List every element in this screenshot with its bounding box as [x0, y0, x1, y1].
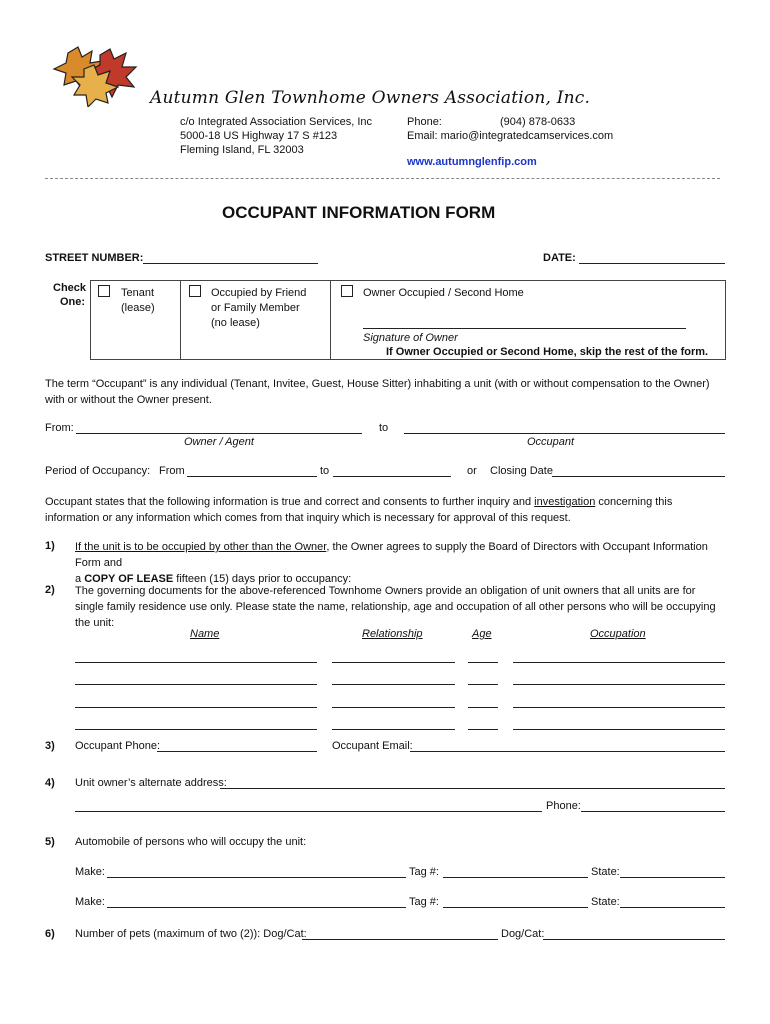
address-line-1: c/o Integrated Association Services, Inc — [180, 116, 372, 128]
occupant-email-field[interactable] — [410, 751, 725, 752]
page-title: OCCUPANT INFORMATION FORM — [222, 203, 496, 222]
occupant-name-field[interactable] — [75, 707, 317, 708]
phone-value: (904) 878-0633 — [500, 116, 576, 128]
occupant-relationship-field[interactable] — [332, 729, 455, 730]
item-5-number: 5) — [45, 836, 55, 848]
item-1-line2-a: a — [75, 573, 85, 585]
col-age: Age — [472, 628, 492, 640]
occupant-name-field[interactable] — [75, 684, 317, 685]
date-field[interactable] — [579, 263, 725, 264]
occupant-relationship-field[interactable] — [332, 684, 455, 685]
owner-label: Owner Occupied / Second Home — [363, 287, 524, 299]
occupant-phone-label: Occupant Phone: — [75, 740, 161, 752]
occupant-email-label: Occupant Email: — [332, 740, 413, 752]
tag-label-2: Tag #: — [409, 896, 439, 908]
item-2-text: The governing documents for the above-referenced Townhome Owners provide an obligation of unit owners that all units are for single family residence use only. Please state the name, relationship, age and occupation of all other persons who will be occupying the unit: — [75, 585, 716, 629]
from-owner-field[interactable] — [76, 433, 362, 434]
make-label-2: Make: — [75, 896, 105, 908]
skip-note: If Owner Occupied or Second Home, skip the rest of the form. — [386, 346, 709, 358]
col-relationship: Relationship — [362, 628, 423, 640]
item-1-number: 1) — [45, 540, 55, 552]
maple-leaves-icon — [48, 45, 148, 107]
occupant-occupation-field[interactable] — [513, 707, 725, 708]
header-divider — [45, 178, 720, 179]
email: Email: mario@integratedcamservices.com — [407, 130, 614, 142]
signature-label: Signature of Owner — [363, 332, 458, 344]
occupant-age-field[interactable] — [468, 707, 498, 708]
closing-date-label: Closing Date — [490, 465, 553, 477]
check-divider-2 — [330, 280, 331, 360]
pets-label-2: Dog/Cat: — [501, 928, 545, 940]
org-name: Autumn Glen Townhome Owners Association, Inc. — [150, 88, 591, 108]
alt-phone-field[interactable] — [581, 811, 725, 812]
occupant-definition: The term “Occupant” is any individual (Tenant, Invitee, Guest, House Sitter) inhabiting a unit (with or without compensation to the Owner) with or without the Owner present. — [45, 378, 710, 406]
tenant-checkbox[interactable] — [98, 285, 110, 297]
state-label-1: State: — [591, 866, 620, 878]
alt-address-field-1[interactable] — [220, 788, 725, 789]
occupant-name-field[interactable] — [75, 662, 317, 663]
check-divider-1 — [180, 280, 181, 360]
logo — [48, 45, 148, 107]
state-label-2: State: — [591, 896, 620, 908]
pets-label: Number of pets (maximum of two (2)): Dog/Cat: — [75, 928, 307, 940]
alt-address-field-2[interactable] — [75, 811, 542, 812]
item-1-text — [75, 539, 727, 587]
street-number-label: STREET NUMBER: — [45, 252, 144, 264]
item-4-number: 4) — [45, 777, 55, 789]
from-label: From: — [45, 422, 74, 434]
period-to-label: to — [320, 465, 330, 477]
item-1-line2-b: fifteen (15) days prior to occupancy: — [173, 573, 352, 585]
occupant-caption: Occupant — [527, 436, 575, 448]
item-1-copy-of-lease: COPY OF LEASE — [84, 573, 174, 585]
tag-label-1: Tag #: — [409, 866, 439, 878]
street-number-field[interactable] — [143, 263, 318, 264]
consent-investigation: investigation — [534, 496, 596, 508]
address-line-2: 5000-18 US Highway 17 S #123 — [180, 130, 338, 142]
auto-label: Automobile of persons who will occupy the unit: — [75, 836, 307, 848]
consent-text-2: concerning this information or any information which comes from that inquiry which is necessary for approval of this request. — [45, 496, 673, 524]
tenant-label-2: (lease) — [121, 302, 155, 314]
check-label-2: One: — [60, 296, 86, 308]
occupant-age-field[interactable] — [468, 684, 498, 685]
friend-checkbox[interactable] — [189, 285, 201, 297]
period-label: Period of Occupancy: — [45, 465, 151, 477]
make-field-1[interactable] — [107, 877, 406, 878]
website-link[interactable]: www.autumnglenfip.com — [407, 156, 537, 168]
pets-field-1[interactable] — [302, 939, 498, 940]
to-label: to — [379, 422, 389, 434]
alt-address-label: Unit owner’s alternate address: — [75, 777, 227, 789]
occupant-relationship-field[interactable] — [332, 662, 455, 663]
period-from-field[interactable] — [187, 476, 317, 477]
period-from-label: From — [159, 465, 185, 477]
tag-field-2[interactable] — [443, 907, 588, 908]
friend-label-3: (no lease) — [211, 317, 260, 329]
occupant-age-field[interactable] — [468, 662, 498, 663]
item-1-rest: , the Owner agrees to supply the Board of Directors with Occupant Information Form and — [75, 541, 708, 569]
occupant-relationship-field[interactable] — [332, 707, 455, 708]
consent-paragraph — [45, 494, 727, 526]
check-label-1: Check — [53, 282, 87, 294]
closing-date-field[interactable] — [552, 476, 725, 477]
pets-field-2[interactable] — [543, 939, 725, 940]
item-1-underlined: If the unit is to be occupied by other than the Owner — [75, 541, 327, 553]
owner-checkbox[interactable] — [341, 285, 353, 297]
tenant-label-1: Tenant — [121, 287, 155, 299]
date-label: DATE: — [543, 252, 576, 264]
address-line-3: Fleming Island, FL 32003 — [180, 144, 304, 156]
occupant-occupation-field[interactable] — [513, 729, 725, 730]
make-field-2[interactable] — [107, 907, 406, 908]
alt-phone-label: Phone: — [546, 800, 581, 812]
make-label-1: Make: — [75, 866, 105, 878]
col-name: Name — [190, 628, 220, 640]
owner-agent-caption: Owner / Agent — [184, 436, 254, 448]
occupant-occupation-field[interactable] — [513, 684, 725, 685]
occupant-name-field[interactable] — [75, 729, 317, 730]
tag-field-1[interactable] — [443, 877, 588, 878]
item-6-number: 6) — [45, 928, 55, 940]
item-2-number: 2) — [45, 584, 55, 596]
item-3-number: 3) — [45, 740, 55, 752]
period-or-label: or — [467, 465, 477, 477]
friend-label-1: Occupied by Friend — [211, 287, 307, 299]
state-field-2[interactable] — [620, 907, 725, 908]
state-field-1[interactable] — [620, 877, 725, 878]
owner-signature-field[interactable] — [363, 328, 686, 329]
consent-text-1: Occupant states that the following information is true and correct and consents to further inquiry and — [45, 496, 535, 508]
phone-label: Phone: — [407, 116, 442, 128]
friend-label-2: or Family Member — [211, 302, 300, 314]
col-occupation: Occupation — [590, 628, 646, 640]
occupant-phone-field[interactable] — [157, 751, 317, 752]
occupant-age-field[interactable] — [468, 729, 498, 730]
occupant-occupation-field[interactable] — [513, 662, 725, 663]
period-to-field[interactable] — [333, 476, 451, 477]
to-occupant-field[interactable] — [404, 433, 725, 434]
